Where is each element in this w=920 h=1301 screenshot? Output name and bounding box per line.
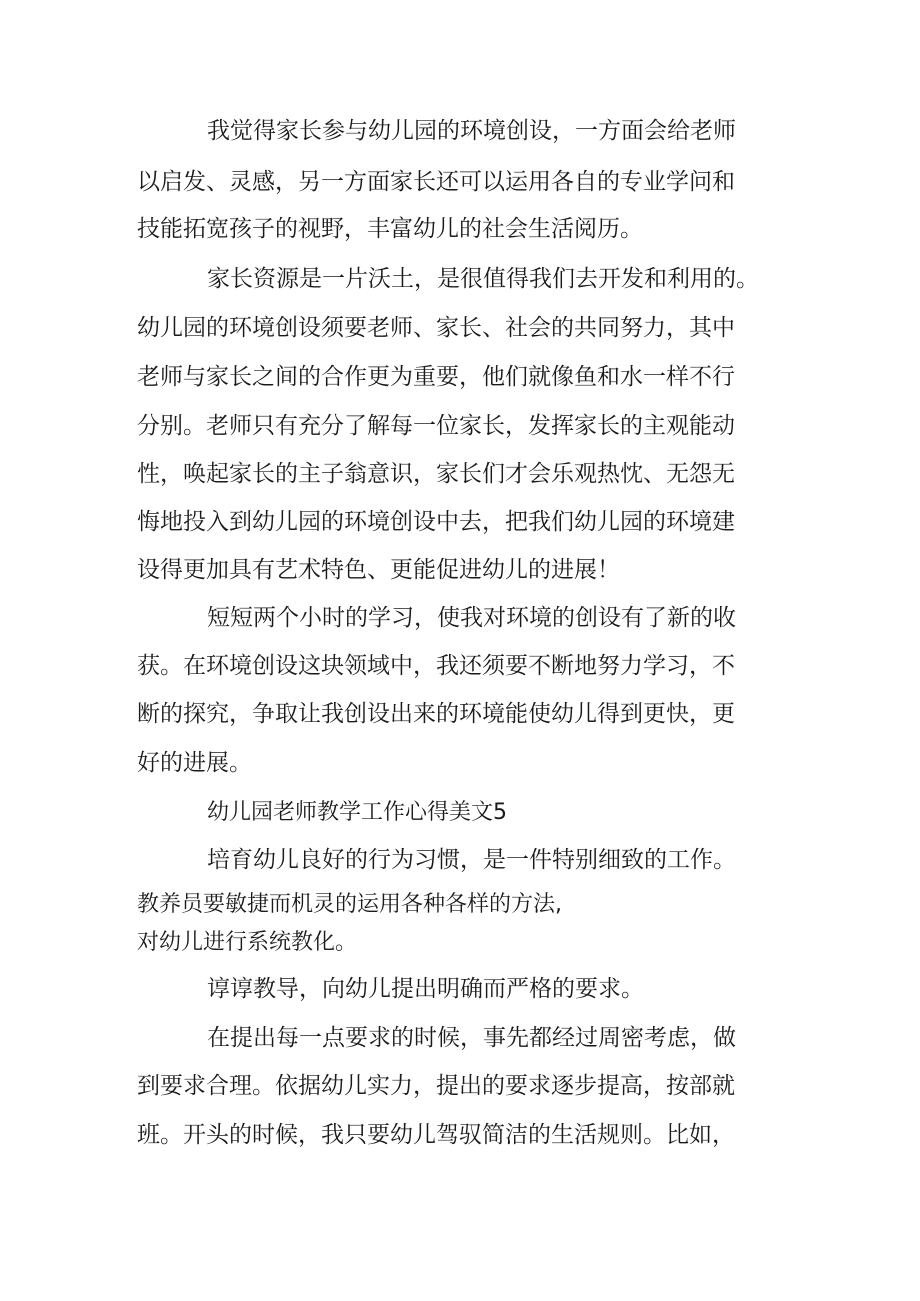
paragraph-line: 谆谆教导，向幼儿提出明确而严格的要求。 — [207, 976, 644, 1002]
paragraph-line: 家长资源是一片沃土，是很值得我们去开发和利用的。 — [207, 266, 759, 292]
paragraph-line: 分别。老师只有充分了解每一位家长，发挥家长的主观能动 — [137, 413, 735, 439]
paragraph-line: 教养员要敏捷而机灵的运用各种各样的方法, — [137, 892, 562, 917]
paragraph-line: 老师与家长之间的合作更为重要，他们就像鱼和水一样不行 — [137, 364, 735, 390]
section-heading: 幼儿园老师教学工作心得美文5 — [207, 800, 507, 825]
paragraph-line: 班。开头的时候，我只要幼儿驾驭简洁的生活规则。比如， — [137, 1122, 735, 1148]
paragraph-line: 以启发、灵感，另一方面家长还可以运用各自的专业学问和 — [137, 169, 735, 195]
paragraph-line: 幼儿园的环境创设须要老师、家长、社会的共同努力，其中 — [137, 315, 735, 341]
paragraph-line: 断的探究，争取让我创设出来的环境能使幼儿得到更快，更 — [137, 701, 735, 727]
paragraph-line: 短短两个小时的学习，使我对环境的创设有了新的收 — [207, 605, 736, 631]
paragraph-line: 悔地投入到幼儿园的环境创设中去，把我们幼儿园的环境建 — [137, 509, 735, 535]
paragraph-line: 到要求合理。依据幼儿实力，提出的要求逐步提高，按部就 — [137, 1073, 735, 1099]
paragraph-line: 性，唤起家长的主子翁意识，家长们才会乐观热忱、无怨无 — [137, 461, 735, 487]
paragraph-line: 对幼儿进行系统教化。 — [137, 930, 358, 955]
paragraph-line: 我觉得家长参与幼儿园的环境创设，一方面会给老师 — [207, 118, 736, 144]
paragraph-line: 技能拓宽孩子的视野，丰富幼儿的社会生活阅历。 — [137, 216, 643, 242]
paragraph-line: 在提出每一点要求的时候，事先都经过周密考虑，做 — [207, 1025, 736, 1051]
paragraph-line: 获。在环境创设这块领域中，我还须要不断地努力学习，不 — [137, 653, 735, 679]
paragraph-line: 培育幼儿良好的行为习惯，是一件特别细致的工作。 — [207, 847, 736, 873]
paragraph-line: 设得更加具有艺术特色、更能促进幼儿的进展！ — [137, 557, 620, 583]
paragraph-line: 好的进展。 — [137, 750, 252, 776]
